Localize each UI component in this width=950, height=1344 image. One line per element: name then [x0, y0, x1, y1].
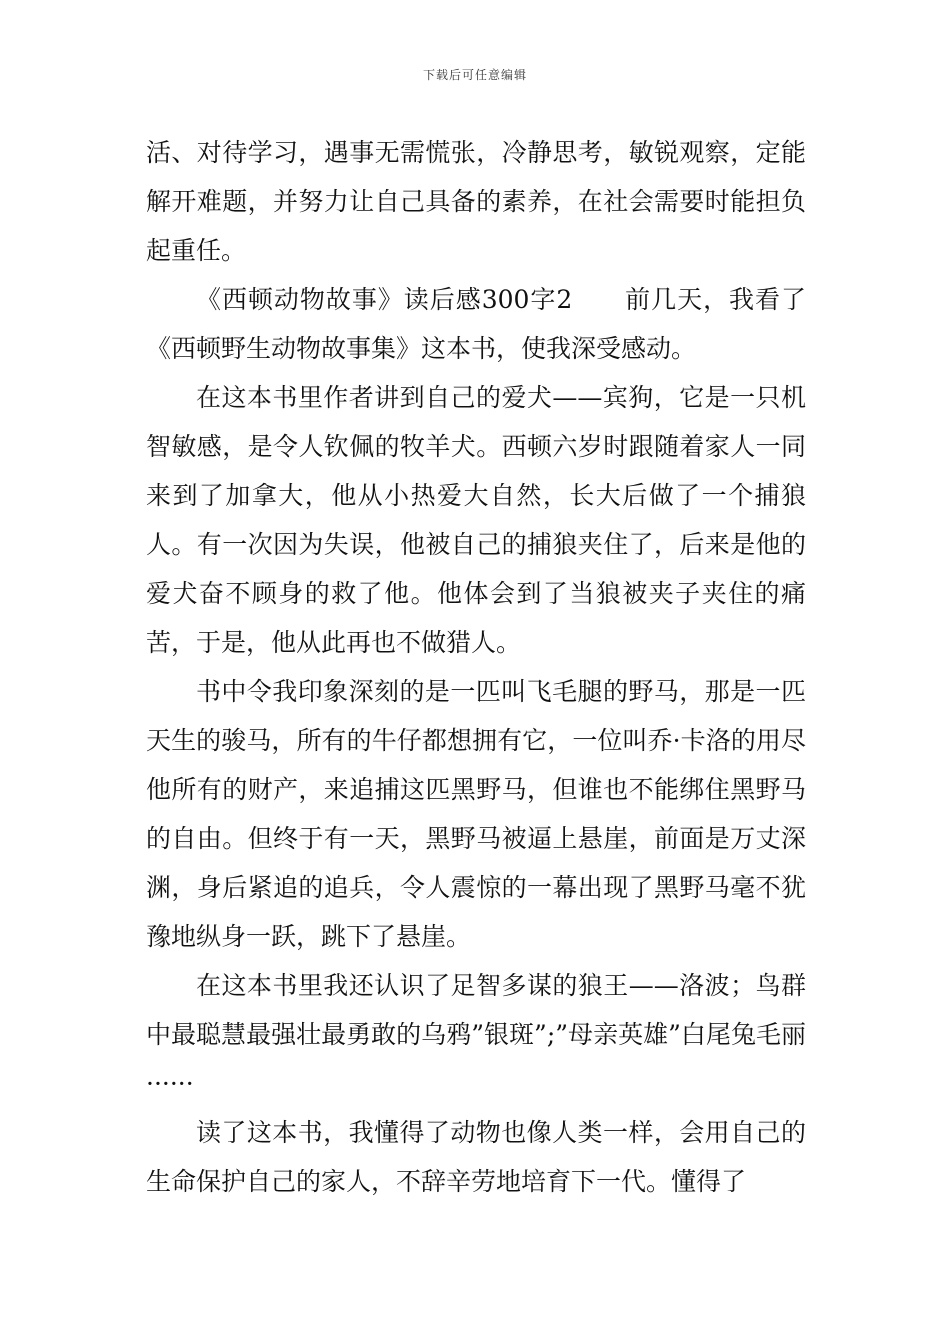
document-body	[146, 128, 806, 1206]
page-header: 下载后可任意编辑	[422, 68, 527, 82]
paragraph-bingo-dog: 在这本书里作者讲到自己的爱犬——宾狗，它是一只机智敏感，是令人钦佩的牧羊犬。西顿六岁时跟随着家人一同来到了加拿大，他从小热爱大自然，长大后做了一个捕狼人。有一次因为失误，他被自己的捕狼夹住了，后来是他的爱犬奋不顾身的救了他。他体会到了当狼被夹子夹住的痛苦，于是，他从此再也不做猎人。	[146, 383, 806, 657]
paragraph-continuation: 活、对待学习，遇事无需慌张，冷静思考，敏锐观察，定能解开难题，并努力让自己具备的素养，在社会需要时能担负起重任。	[146, 138, 806, 265]
paragraph-reflection: 读了这本书，我懂得了动物也像人类一样，会用自己的生命保护自己的家人，不辞辛劳地培育下一代。懂得了	[146, 1118, 806, 1196]
paragraph-wild-horse: 书中令我印象深刻的是一匹叫飞毛腿的野马，那是一匹天生的骏马，所有的牛仔都想拥有它，一位叫乔·卡洛的用尽他所有的财产，来追捕这匹黑野马，但谁也不能绑住黑野马的自由。但终于有一天，黑野马被逼上悬崖，前面是万丈深渊，身后紧追的追兵，令人震惊的一幕出现了黑野马毫不犹豫地纵身一跃，跳下了悬崖。	[146, 677, 806, 951]
paragraph-title-intro: 《西顿动物故事》读后感300字2 前几天，我看了《西顿野生动物故事集》这本书，使我深受感动。	[146, 285, 806, 363]
paragraph-other-animals: 在这本书里我还认识了足智多谋的狼王——洛波；鸟群中最聪慧最强壮最勇敢的乌鸦”银斑”;”母亲英雄”白尾兔毛丽······	[146, 971, 806, 1098]
